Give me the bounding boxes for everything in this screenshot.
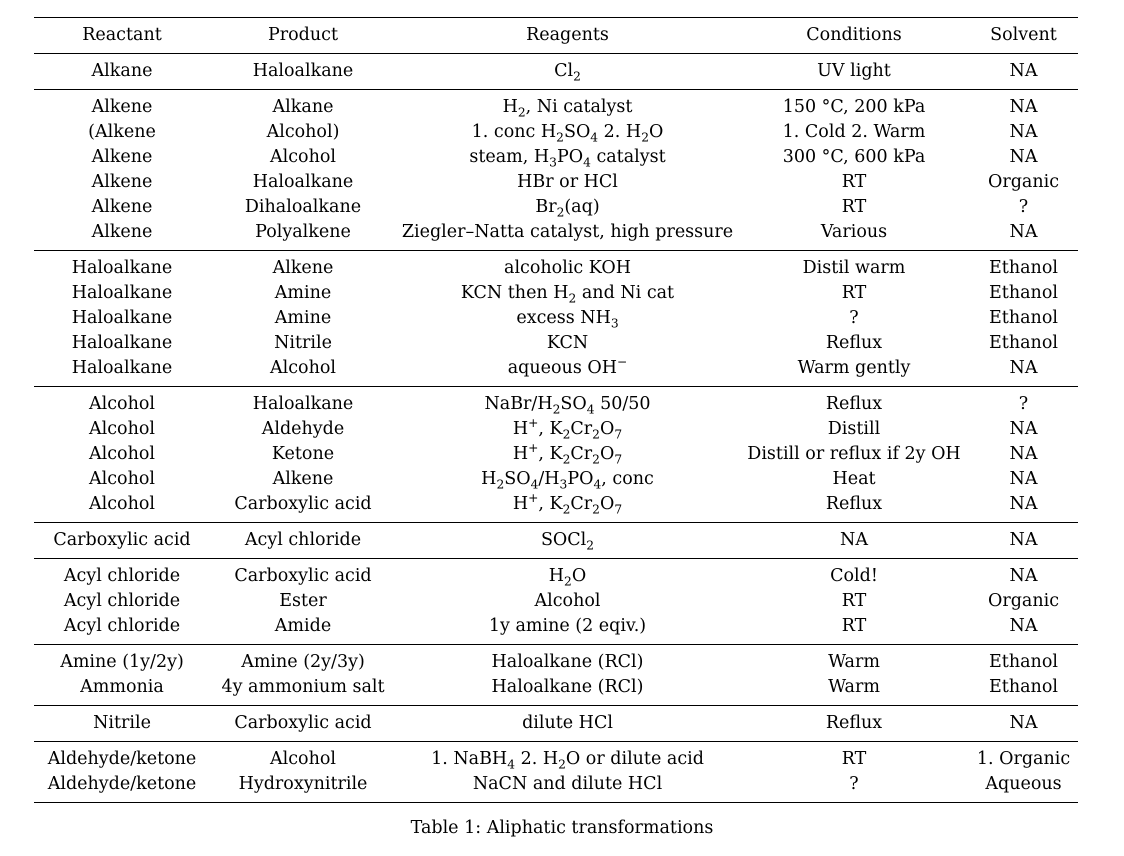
conditions-cell: Various (820, 222, 888, 242)
conditions-cell: Reflux (825, 333, 883, 353)
reagents-cell: HBr or HCl (517, 172, 618, 192)
conditions-cell: Reflux (825, 494, 883, 514)
table-row (34, 120, 1078, 145)
product-cell: Hydroxynitrile (238, 774, 368, 794)
table-row (34, 417, 1078, 442)
solvent-cell: NA (1009, 494, 1038, 514)
table-row (34, 281, 1078, 306)
reactant-cell: Alcohol (89, 469, 155, 489)
product-cell: Nitrile (274, 333, 332, 353)
reactant-cell: Alkene (91, 97, 153, 117)
conditions-cell: UV light (817, 61, 891, 81)
solvent-cell: NA (1009, 97, 1038, 117)
solvent-cell: NA (1009, 713, 1038, 733)
product-cell: Alkene (272, 258, 334, 278)
aliphatic-transformations-table (34, 17, 1078, 803)
conditions-cell: Warm gently (797, 358, 911, 378)
reagents-cell: NaBr/$H_2SO_4$ 50/50 (484, 394, 651, 417)
table-row (34, 675, 1078, 706)
reactant-cell: Haloalkane (71, 358, 173, 378)
conditions-cell: Distill (827, 419, 881, 439)
solvent-cell: Ethanol (989, 333, 1058, 353)
reactant-cell: Haloalkane (71, 333, 173, 353)
reagents-cell: alcoholic KOH (504, 258, 631, 278)
product-cell: Haloalkane (252, 172, 354, 192)
reagents-cell: H+, $K_2Cr_2O_7$ (512, 441, 623, 467)
table-row (34, 559, 1078, 590)
product-cell: Haloalkane (252, 394, 354, 414)
conditions-cell: 300 °C, 600 kPa (782, 147, 926, 167)
product-cell: Alkane (272, 97, 334, 117)
solvent-cell: Ethanol (989, 677, 1058, 697)
product-cell: Ketone (271, 444, 335, 464)
reactant-cell: Aldehyde/ketone (47, 774, 197, 794)
reactant-cell: Amine (1y/2y) (60, 652, 184, 672)
reactant-cell: Haloalkane (71, 258, 173, 278)
table-row (34, 442, 1078, 467)
reagents-cell: Alcohol (534, 591, 601, 611)
product-cell: Carboxylic acid (234, 713, 372, 733)
solvent-cell: NA (1009, 469, 1038, 489)
product-cell: Polyalkene (255, 222, 351, 242)
reagents-cell: steam, $H_3PO_4$ catalyst (469, 147, 666, 170)
solvent-cell: 1. Organic (976, 749, 1071, 769)
product-cell: Acyl chloride (244, 530, 362, 550)
header-conditions: Conditions (806, 25, 902, 45)
product-cell: Amine (274, 308, 332, 328)
table-group (34, 54, 1078, 90)
table-row (34, 54, 1078, 90)
product-cell: Alcohol (270, 358, 336, 378)
product-cell: Alkene (272, 469, 334, 489)
reactant-cell: Alcohol (89, 494, 155, 514)
solvent-cell: NA (1009, 61, 1038, 81)
product-cell: Aldehyde (261, 419, 345, 439)
table-row (34, 523, 1078, 559)
reagents-cell: dilute HCl (522, 713, 613, 733)
header-solvent: Solvent (990, 25, 1057, 45)
table-group (34, 90, 1078, 251)
reagents-cell: Haloalkane (RCl) (491, 652, 644, 672)
reactant-cell: (Alkene (88, 122, 156, 142)
table-row (34, 356, 1078, 387)
conditions-cell: Distill or reflux if 2y OH (747, 444, 961, 464)
conditions-cell: Reflux (825, 394, 883, 414)
solvent-cell: NA (1009, 147, 1038, 167)
reactant-cell: Alcohol (89, 444, 155, 464)
reagents-cell: 1. conc $H_2SO_4$ 2. $H_2O$ (471, 122, 664, 145)
reagents-cell: $Cl_2$ (554, 61, 581, 84)
solvent-cell: NA (1009, 616, 1038, 636)
reagents-cell: SOCl$_2$ (540, 530, 595, 553)
reagents-cell: 1. NaBH$_4$ 2. $H_2O$ or dilute acid (431, 749, 704, 772)
reagents-cell: H+, $K_2Cr_2O_7$ (512, 416, 623, 442)
product-cell: Carboxylic acid (234, 494, 372, 514)
solvent-cell: Ethanol (989, 308, 1058, 328)
header-product: Product (268, 25, 338, 45)
reagents-cell: NaCN and dilute HCl (472, 774, 663, 794)
conditions-cell: RT (841, 172, 867, 192)
reactant-cell: Alcohol (89, 419, 155, 439)
table-group (34, 251, 1078, 387)
conditions-cell: Reflux (825, 713, 883, 733)
table-row (34, 614, 1078, 645)
conditions-cell: RT (841, 616, 867, 636)
reactant-cell: Acyl chloride (63, 566, 181, 586)
solvent-cell: NA (1009, 566, 1038, 586)
solvent-cell: NA (1009, 419, 1038, 439)
table-row (34, 90, 1078, 121)
table-row (34, 331, 1078, 356)
reagents-cell: $H_2O$ (548, 566, 587, 589)
product-cell: Amine (274, 283, 332, 303)
table-row (34, 772, 1078, 803)
conditions-cell: ? (849, 774, 859, 794)
reagents-cell: 1y amine (2 eqiv.) (488, 616, 647, 636)
reactant-cell: Carboxylic acid (53, 530, 191, 550)
reagents-cell: Haloalkane (RCl) (491, 677, 644, 697)
table-row (34, 220, 1078, 251)
reagents-cell: KCN then $H_2$ and Ni cat (460, 283, 675, 306)
table-row (34, 467, 1078, 492)
reagents-cell: $H_2SO_4/H_3PO_4$, conc (481, 469, 654, 492)
conditions-cell: Heat (832, 469, 876, 489)
solvent-cell: Ethanol (989, 258, 1058, 278)
reagents-cell: Ziegler–Natta catalyst, high pressure (401, 222, 734, 242)
reactant-cell: Acyl chloride (63, 591, 181, 611)
product-cell: Amine (2y/3y) (241, 652, 365, 672)
conditions-cell: 150 °C, 200 kPa (782, 97, 926, 117)
solvent-cell: NA (1009, 358, 1038, 378)
reagents-cell: excess $NH_3$ (516, 308, 619, 331)
product-cell: 4y ammonium salt (221, 677, 385, 697)
conditions-cell: Cold! (830, 566, 878, 586)
conditions-cell: 1. Cold 2. Warm (782, 122, 926, 142)
transformations-table-container (34, 17, 1078, 803)
conditions-cell: Warm (828, 677, 880, 697)
header-reagents: Reagents (526, 25, 609, 45)
solvent-cell: NA (1009, 444, 1038, 464)
product-cell: Carboxylic acid (234, 566, 372, 586)
reactant-cell: Haloalkane (71, 308, 173, 328)
solvent-cell: Organic (987, 172, 1060, 192)
header-row (34, 18, 1078, 54)
table-group (34, 559, 1078, 645)
reagents-cell: KCN (546, 333, 589, 353)
table-group (34, 645, 1078, 706)
reagents-cell: $H_2$, Ni catalyst (502, 97, 633, 120)
table-row (34, 589, 1078, 614)
conditions-cell: RT (841, 283, 867, 303)
table-row (34, 742, 1078, 773)
table-row (34, 492, 1078, 523)
product-cell: Alcohol) (266, 122, 340, 142)
conditions-cell: NA (840, 530, 868, 550)
reagents-cell: $Br_2(aq)$ (535, 197, 600, 220)
solvent-cell: ? (1018, 197, 1029, 217)
product-cell: Dihaloalkane (244, 197, 362, 217)
solvent-cell: ? (1018, 394, 1029, 414)
solvent-cell: NA (1009, 122, 1038, 142)
conditions-cell: ? (849, 308, 859, 328)
reactant-cell: Ammonia (80, 677, 164, 697)
reagents-cell: H+, $K_2Cr_2O_7$ (512, 491, 623, 517)
table-caption: Table 1: Aliphatic transformations (410, 818, 714, 838)
reactant-cell: Alkane (91, 61, 153, 81)
table-row (34, 645, 1078, 676)
solvent-cell: NA (1009, 222, 1038, 242)
reactant-cell: Acyl chloride (63, 616, 181, 636)
solvent-cell: Organic (987, 591, 1060, 611)
conditions-cell: RT (841, 591, 867, 611)
reactant-cell: Alcohol (89, 394, 155, 414)
reactant-cell: Aldehyde/ketone (47, 749, 197, 769)
reactant-cell: Alkene (91, 197, 153, 217)
header-reactant: Reactant (82, 25, 162, 45)
product-cell: Alcohol (270, 147, 336, 167)
conditions-cell: Distil warm (802, 258, 906, 278)
table-row (34, 195, 1078, 220)
table-row (34, 306, 1078, 331)
conditions-cell: RT (841, 749, 867, 769)
product-cell: Amide (274, 616, 332, 636)
table-row (34, 170, 1078, 195)
table-row (34, 706, 1078, 742)
reagents-cell: aqueous OH− (507, 355, 628, 378)
table-row (34, 251, 1078, 282)
product-cell: Ester (279, 591, 327, 611)
solvent-cell: Ethanol (989, 652, 1058, 672)
reactant-cell: Haloalkane (71, 283, 173, 303)
table-group (34, 706, 1078, 742)
table-group (34, 742, 1078, 803)
conditions-cell: Warm (828, 652, 880, 672)
reactant-cell: Nitrile (93, 713, 151, 733)
reactant-cell: Alkene (91, 172, 153, 192)
table-group (34, 387, 1078, 523)
conditions-cell: RT (841, 197, 867, 217)
reactant-cell: Alkene (91, 147, 153, 167)
table-group (34, 523, 1078, 559)
table-row (34, 145, 1078, 170)
solvent-cell: Aqueous (985, 774, 1062, 794)
table-header (34, 18, 1078, 54)
reactant-cell: Alkene (91, 222, 153, 242)
product-cell: Haloalkane (252, 61, 354, 81)
product-cell: Alcohol (270, 749, 336, 769)
solvent-cell: NA (1009, 530, 1038, 550)
solvent-cell: Ethanol (989, 283, 1058, 303)
table-row (34, 387, 1078, 418)
